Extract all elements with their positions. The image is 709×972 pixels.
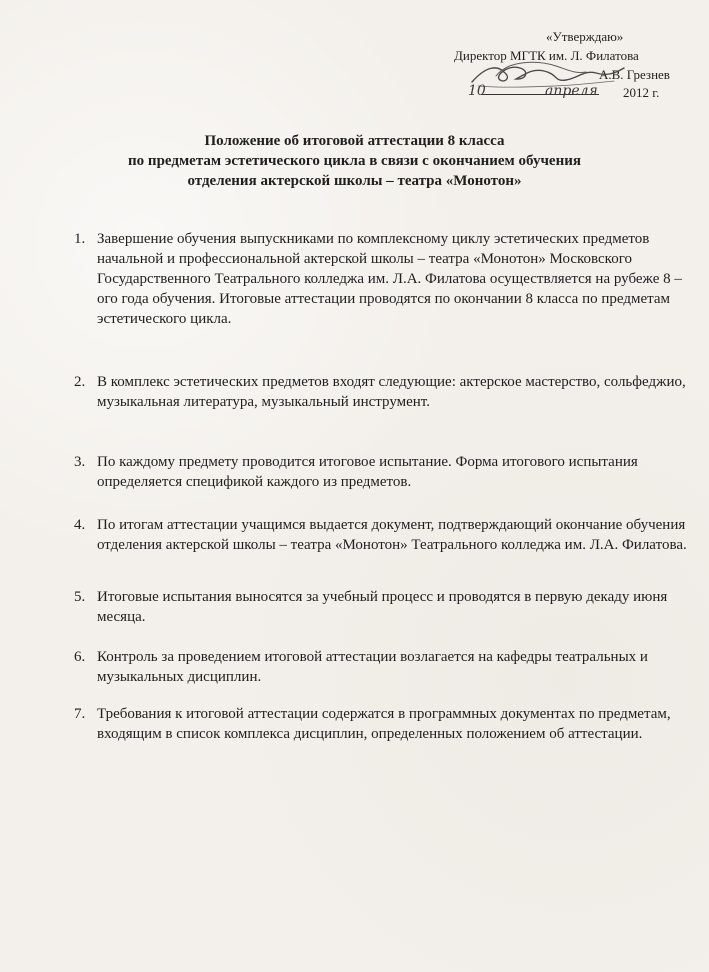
list-item-text: Требования к итоговой аттестации содержатся в программных документах по предметам, входящим в список комплекса дисциплин, определенных положением об аттестации.: [97, 706, 671, 742]
list-item-text: По итогам аттестации учащимся выдается документ, подтверждающий окончание обучения отделения актерской школы – театра «Монотон» Театрального колледжа им. Л.А. Филатова.: [97, 517, 687, 553]
list-item-text: В комплекс эстетических предметов входят следующие: актерское мастерство, сольфеджио, музыкальная литература, музыкальный инструмент.: [97, 374, 686, 410]
document-title: [0, 131, 709, 191]
list-item-number: 5.: [74, 589, 86, 605]
approval-director: Директор МГТК им. Л. Филатова: [454, 48, 639, 63]
list-item-text: Завершение обучения выпускниками по комплексному циклу эстетических предметов начальной и профессиональной актерской школы – театра «Монотон» Московского Государственного Театрального колледжа им. Л.А. Филатова осуществляется на рубеже 8 – ого года обучения. Итоговые аттестации проводятся по окончании 8 класса по предметам эстетического цикла.: [97, 231, 682, 327]
list-item-number: 1.: [74, 231, 86, 247]
approval-name: А.В. Грезнев: [599, 67, 670, 82]
title-line-2: по предметам эстетического цикла в связи с окончанием обучения: [128, 153, 581, 169]
approval-title: «Утверждаю»: [546, 29, 624, 44]
list-item-number: 2.: [74, 374, 86, 390]
title-line-3: отделения актерской школы – театра «Монотон»: [187, 173, 522, 189]
list-item-number: 4.: [74, 517, 86, 533]
title-line-1: Положение об итоговой аттестации 8 класса: [204, 133, 505, 149]
list-item-number: 3.: [74, 454, 86, 470]
approval-month: апреля: [545, 83, 598, 99]
approval-year: 2012 г.: [623, 85, 660, 100]
list-item-text: По каждому предмету проводится итоговое испытание. Форма итогового испытания определяется спецификой каждого из предметов.: [97, 454, 638, 490]
list-item-number: 7.: [74, 706, 86, 722]
list-item-number: 6.: [74, 649, 86, 665]
approval-day: 10: [468, 83, 486, 99]
list-item-text: Итоговые испытания выносятся за учебный процесс и проводятся в первую декаду июня месяца.: [97, 589, 668, 625]
list-item-text: Контроль за проведением итоговой аттестации возлагается на кафедры театральных и музыкальных дисциплин.: [97, 649, 648, 685]
